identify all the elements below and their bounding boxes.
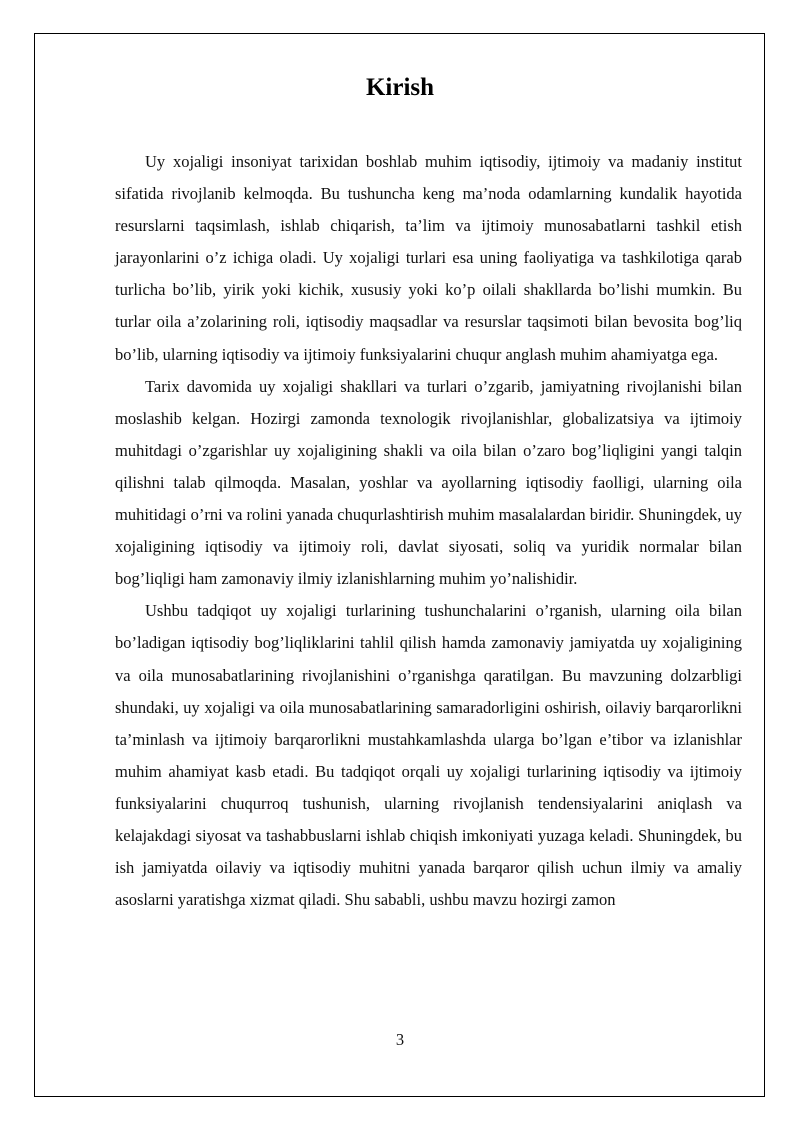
page-number: 3 (395, 1030, 405, 1049)
paragraph-3: Ushbu tadqiqot uy xojaligi turlarining tushunchalarini o’rganish, ularning oila bilan bo’ladigan iqtisodiy bog’liqliklarini tahlil qilish hamda zamonaviy jamiyatda uy xojaligining va oila munosabatlarining rivojlanishini o’rganishga qaratilgan. Bu mavzuning dolzarbligi shundaki, uy xojaligi va oila munosabatlarining samaradorligini oshirish, oilaviy barqarorlikni ta’minlash va ijtimoiy barqarorlikni mustahkamlashda ularga bo’lgan e’tibor va izlanishlar muhim ahamiyat kasb etadi. Bu tadqiqot orqali uy xojaligi turlarining iqtisodiy va ijtimoiy funksiyalarini chuqurroq tushunish, ularning rivojlanish tendensiyalarini aniqlash va kelajakdagi siyosat va tashabbuslarni ishlab chiqish imkoniyati yuzaga keladi. Shuningdek, bu ish jamiyatda oilaviy va iqtisodiy muhitni yanada barqaror qilish uchun ilmiy va amaliy asoslarni yaratishga xizmat qiladi. Shu sababli, ushbu mavzu hozirgi zamon (115, 601, 742, 910)
document-body (115, 146, 742, 916)
page-title: Kirish (365, 74, 435, 101)
paragraph-1: Uy xojaligi insoniyat tarixidan boshlab muhim iqtisodiy, ijtimoiy va madaniy institut sifatida rivojlanib kelmoqda. Bu tushuncha keng ma’noda odamlarning kundalik hayotida resurslarni taqsimlash, ishlab chiqarish, ta’lim va ijtimoiy munosabatlarni tashkil etish jarayonlarini o’z ichiga oladi. Uy xojaligi turlari esa uning faoliyatiga va tashkilotiga qarab turlicha bo’lib, yirik yoki kichik, xususiy yoki ko’p oilali shakllarda bo’lishi mumkin. Bu turlar oila a’zolarining roli, iqtisodiy maqsadlar va resurslar taqsimoti bilan bevosita bog’liq bo’lib, ularning iqtisodiy va ijtimoiy funksiyalarini chuqur anglash muhim ahamiyatga ega. (115, 152, 742, 364)
paragraph-2: Tarix davomida uy xojaligi shakllari va turlari o’zgarib, jamiyatning rivojlanishi bilan moslashib kelgan. Hozirgi zamonda texnologik rivojlanishlar, globalizatsiya va ijtimoiy muhitdagi o’zgarishlar uy xojaligining shakli va oila bilan o’zaro bog’liqligini yangi talqin qilishni talab qilmoqda. Masalan, yoshlar va ayollarning iqtisodiy faolligi, ularning oila muhitidagi o’rni va rolini yanada chuqurlashtirish muhim masalalardan biridir. Shuningdek, uy xojaligining iqtisodiy va ijtimoiy roli, davlat siyosati, soliq va yuridik normalar bilan bog’liqligi ham zamonaviy ilmiy izlanishlarning muhim yo’nalishidir. (115, 376, 742, 589)
